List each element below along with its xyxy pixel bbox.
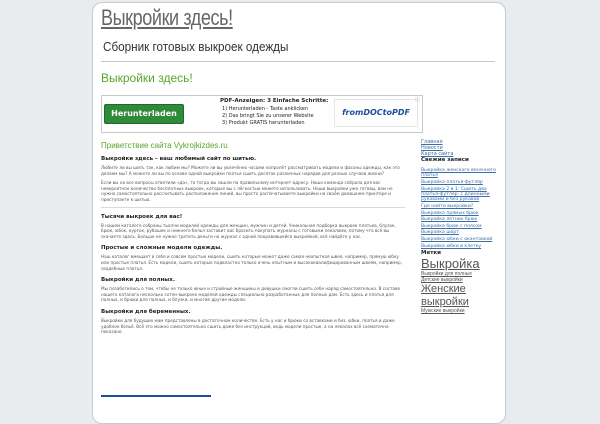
site-title[interactable]: Выкройки здесь! (101, 5, 233, 30)
nav-link-news[interactable]: Новости (421, 145, 443, 151)
tag-link[interactable]: Выкройки для полных (421, 271, 472, 278)
tag-link[interactable]: Женские выкройки (421, 283, 469, 308)
page-title: Выкройки здесь! (101, 71, 193, 85)
tag-link[interactable]: Детские выкройки (421, 277, 463, 284)
recent-post-link[interactable]: Выкройка брюк с поясом (421, 223, 482, 229)
recent-post-link[interactable]: Выкройка юбки с окантовкой (421, 236, 493, 242)
section-heading: Простые и сложные модели одежды. (101, 245, 223, 252)
tag-link[interactable]: Мужские выкройки (421, 307, 465, 314)
ad-step: 1) Herunterladen - Taste anklicken (222, 106, 309, 112)
section-paragraph: Наш каталог вмещает в себя и совсем простые модели, сшить которые может даже самая неопытная швея, например, прямую юбку или простые платья. Есть модели, сшить которые подвластно только очень опытным и высококвалифицированным швеям, например, свадебные платья. (101, 254, 403, 271)
recent-post-link[interactable]: Выкройка летних брюк (421, 217, 478, 223)
ad-info-icon[interactable]: ⓘ (414, 97, 420, 103)
section-paragraph: Если вы на все вопросы ответили «да», то тогда вы зашли по правильному интернет-адресу. Наша команда собрала для вас невероятное количество бесплатных выкроек, которые вы с лёгкостью можете использовать. Наши выкройки уже готовы, вам не нужно самостоятельно рассчитывать расположение линий, вы просто распечатываете выкройки на своём домашнем принтере и приступаете к шитью. (101, 180, 393, 202)
nav-link-sitemap[interactable]: Карта сайта (421, 151, 454, 157)
recent-post-link[interactable]: Выкройка 2 в 1: Сшить два платья-футляр: с длинными рукавами и без рукавов (421, 186, 490, 203)
ad-download-button[interactable]: Herunterladen (104, 104, 184, 124)
sidebar (421, 139, 505, 314)
bottom-ad-banner[interactable] (101, 395, 211, 407)
section-paragraph: Любите ли вы шить так, как любим мы? Можете ли вы увлечённо часами напролёт рассматривать модели и фасоны одежды, как это делаем мы? А можете ли вы по основе одной выкройки платья сшить десяток различных нарядов для разных случаев жизни? (101, 165, 400, 176)
nav-link-home[interactable]: Главная (421, 139, 443, 145)
ad-step: 2) Das bringt Sie zu unserer Website (222, 113, 314, 119)
divider (101, 61, 495, 62)
section-paragraph: Выкройки для будущих мам представлены в достаточном количестве. Есть у нас и брюки со вставками и без, юбки, платья и даже удобное бельё. Всё это можно самостоятельно сшить даже без инструкций, ведь модели простые, а на лекалах всё схематично показано. (101, 317, 395, 335)
recent-post-link[interactable]: Выкройка шорт (421, 230, 459, 236)
ad-logo[interactable]: fromDOCtoPDF (334, 99, 418, 127)
recent-post-link[interactable]: Где найти выкройки? (421, 204, 474, 209)
section-paragraph: Мы позаботились о том, чтобы не только юные и стройные женщины и девушки смогли сшить себе наряд самостоятельно. В составе нашего каталога несколько сотен выкроек моделей одежды специально разработанных для полных дам. Есть здесь и платья для полных, и брюки для полных, и блузки, и многие другие модели. (101, 286, 401, 303)
tag-link[interactable]: Выкройка (421, 256, 480, 272)
page-container (92, 2, 506, 424)
recent-posts-heading: Свежие записи (421, 157, 469, 163)
recent-post-link[interactable]: Выкройка юбки в клетку (421, 243, 482, 249)
tags-heading: Метки (421, 250, 441, 257)
section-heading: Выкройки для беременных. (101, 308, 191, 315)
recent-post-link[interactable]: Выкройка женского весеннего платья (421, 168, 497, 179)
recent-post-link[interactable]: Выкройка платья-футляр (421, 180, 483, 185)
divider (101, 207, 405, 208)
ad-step: 3) Produkt GRATIS herunterladen (222, 120, 305, 126)
welcome-heading: Приветствие сайта Vykrojkizdes.ru (101, 141, 228, 150)
site-description: Сборник готовых выкроек одежды (103, 39, 289, 54)
section-heading: Тысячи выкроек для вас! (101, 213, 183, 220)
ad-heading: PDF-Anzeigen: 3 Einfache Schritte: (220, 98, 329, 104)
section-heading: Выкройки для полных. (101, 277, 175, 284)
section-heading: Выкройки здесь – ваш любимый сайт по шитью. (101, 156, 257, 162)
main-content (101, 141, 405, 339)
recent-post-link[interactable]: Выкройка прямых брюк (421, 210, 479, 216)
section-paragraph: В нашем каталоге собраны тысячи моделей одежды для женщин, мужчин и детей. Уникальная подборка выкроек платьев, блузок, брюк, юбок, курток, рубашек и нижнего белья заставит вас бросить покупать журналы с готовыми лекалами, потому что всё вы скачаете здесь. Больше не нужно тратить деньги на журнал с одной понравившейся выкройкой, всё найдёте у нас. (101, 222, 396, 239)
ad-banner[interactable] (101, 95, 423, 133)
